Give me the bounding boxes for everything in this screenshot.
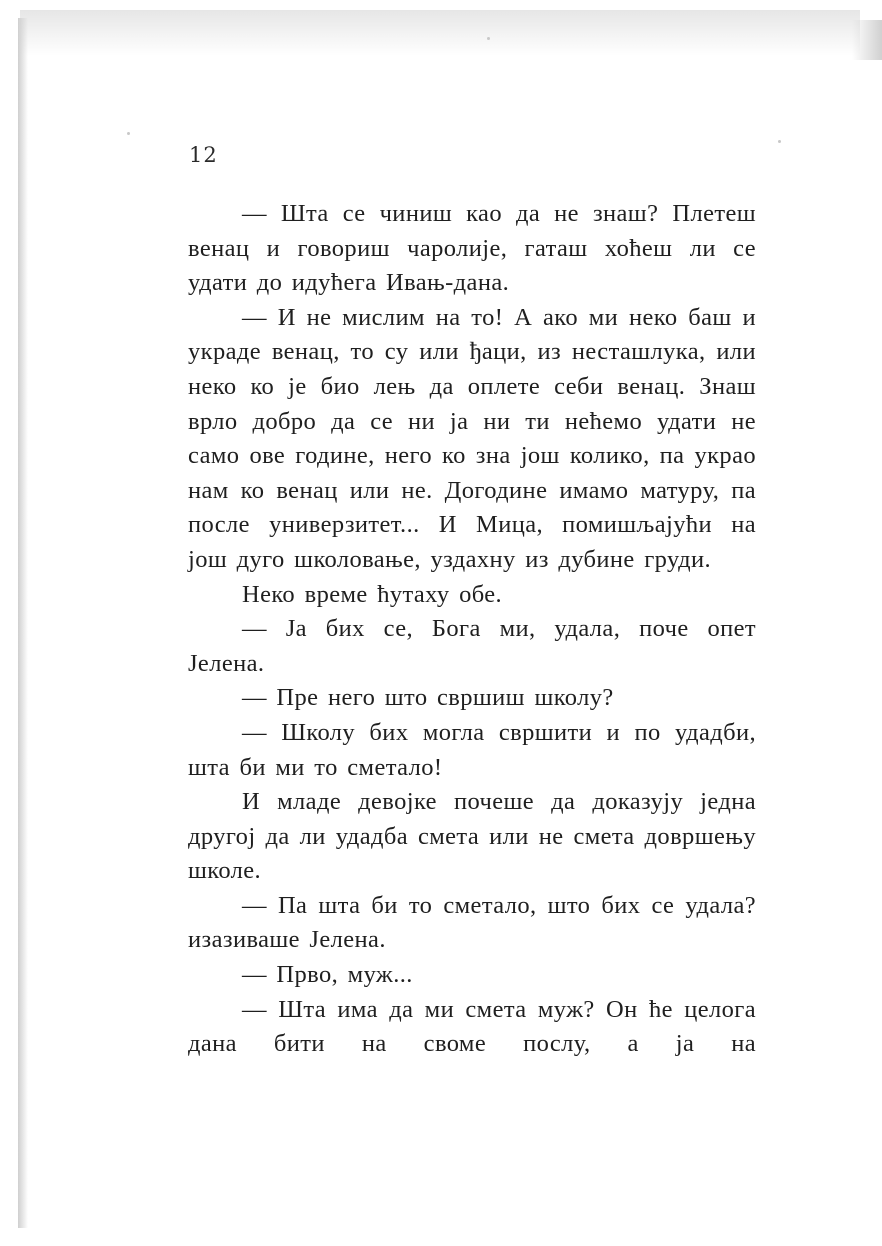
- paragraph: — Па шта би то сметало, што бих се удала? изазиваше Јелена.: [188, 891, 756, 954]
- paragraph: Неко време ћутаху обе.: [242, 580, 503, 608]
- scan-shadow-right: [852, 20, 882, 60]
- body-text: [188, 197, 756, 1062]
- scan-speck: [778, 140, 781, 143]
- scan-shadow-top: [20, 10, 860, 56]
- paragraph: — Пре него што свршиш школу?: [242, 684, 614, 712]
- paragraph: — Шта има да ми смета муж? Он ће целога дана бити на своме послу, а ја на: [188, 995, 756, 1058]
- page-number: 12: [189, 143, 218, 167]
- scan-speck: [127, 132, 130, 135]
- paragraph: И младе девојке почеше да доказују једна другој да ли удадба смета или не смета довршењу школе.: [188, 788, 756, 885]
- paragraph: — Прво, муж...: [242, 961, 413, 989]
- paragraph: — Ја бих се, Бога ми, удала, поче опет Јелена.: [188, 615, 756, 677]
- paragraph: — И не мислим на то! А ако ми неко баш и украде венац, то су или ђаци, из несташлука, или неко ко је био лењ да оплете себи венац. Знаш врло добро да се ни ја ни ти нећемо удати не само ове године, него ко зна још колико, па украо нам ко венац или не. Догодине имамо матуру, па после универзитет... И Мица, помишљајући на још дуго школовање, уздахну из дубине груди.: [188, 303, 756, 573]
- scan-shadow-left: [18, 18, 28, 1228]
- scan-speck: [487, 37, 490, 40]
- paragraph: — Шта се чиниш као да не знаш? Плетеш венац и говориш чаролије, гаташ хоћеш ли се удати до идућега Ивањ-дана.: [188, 200, 756, 297]
- paragraph: — Школу бих могла свршити и по удадби, шта би ми то сметало!: [188, 718, 756, 781]
